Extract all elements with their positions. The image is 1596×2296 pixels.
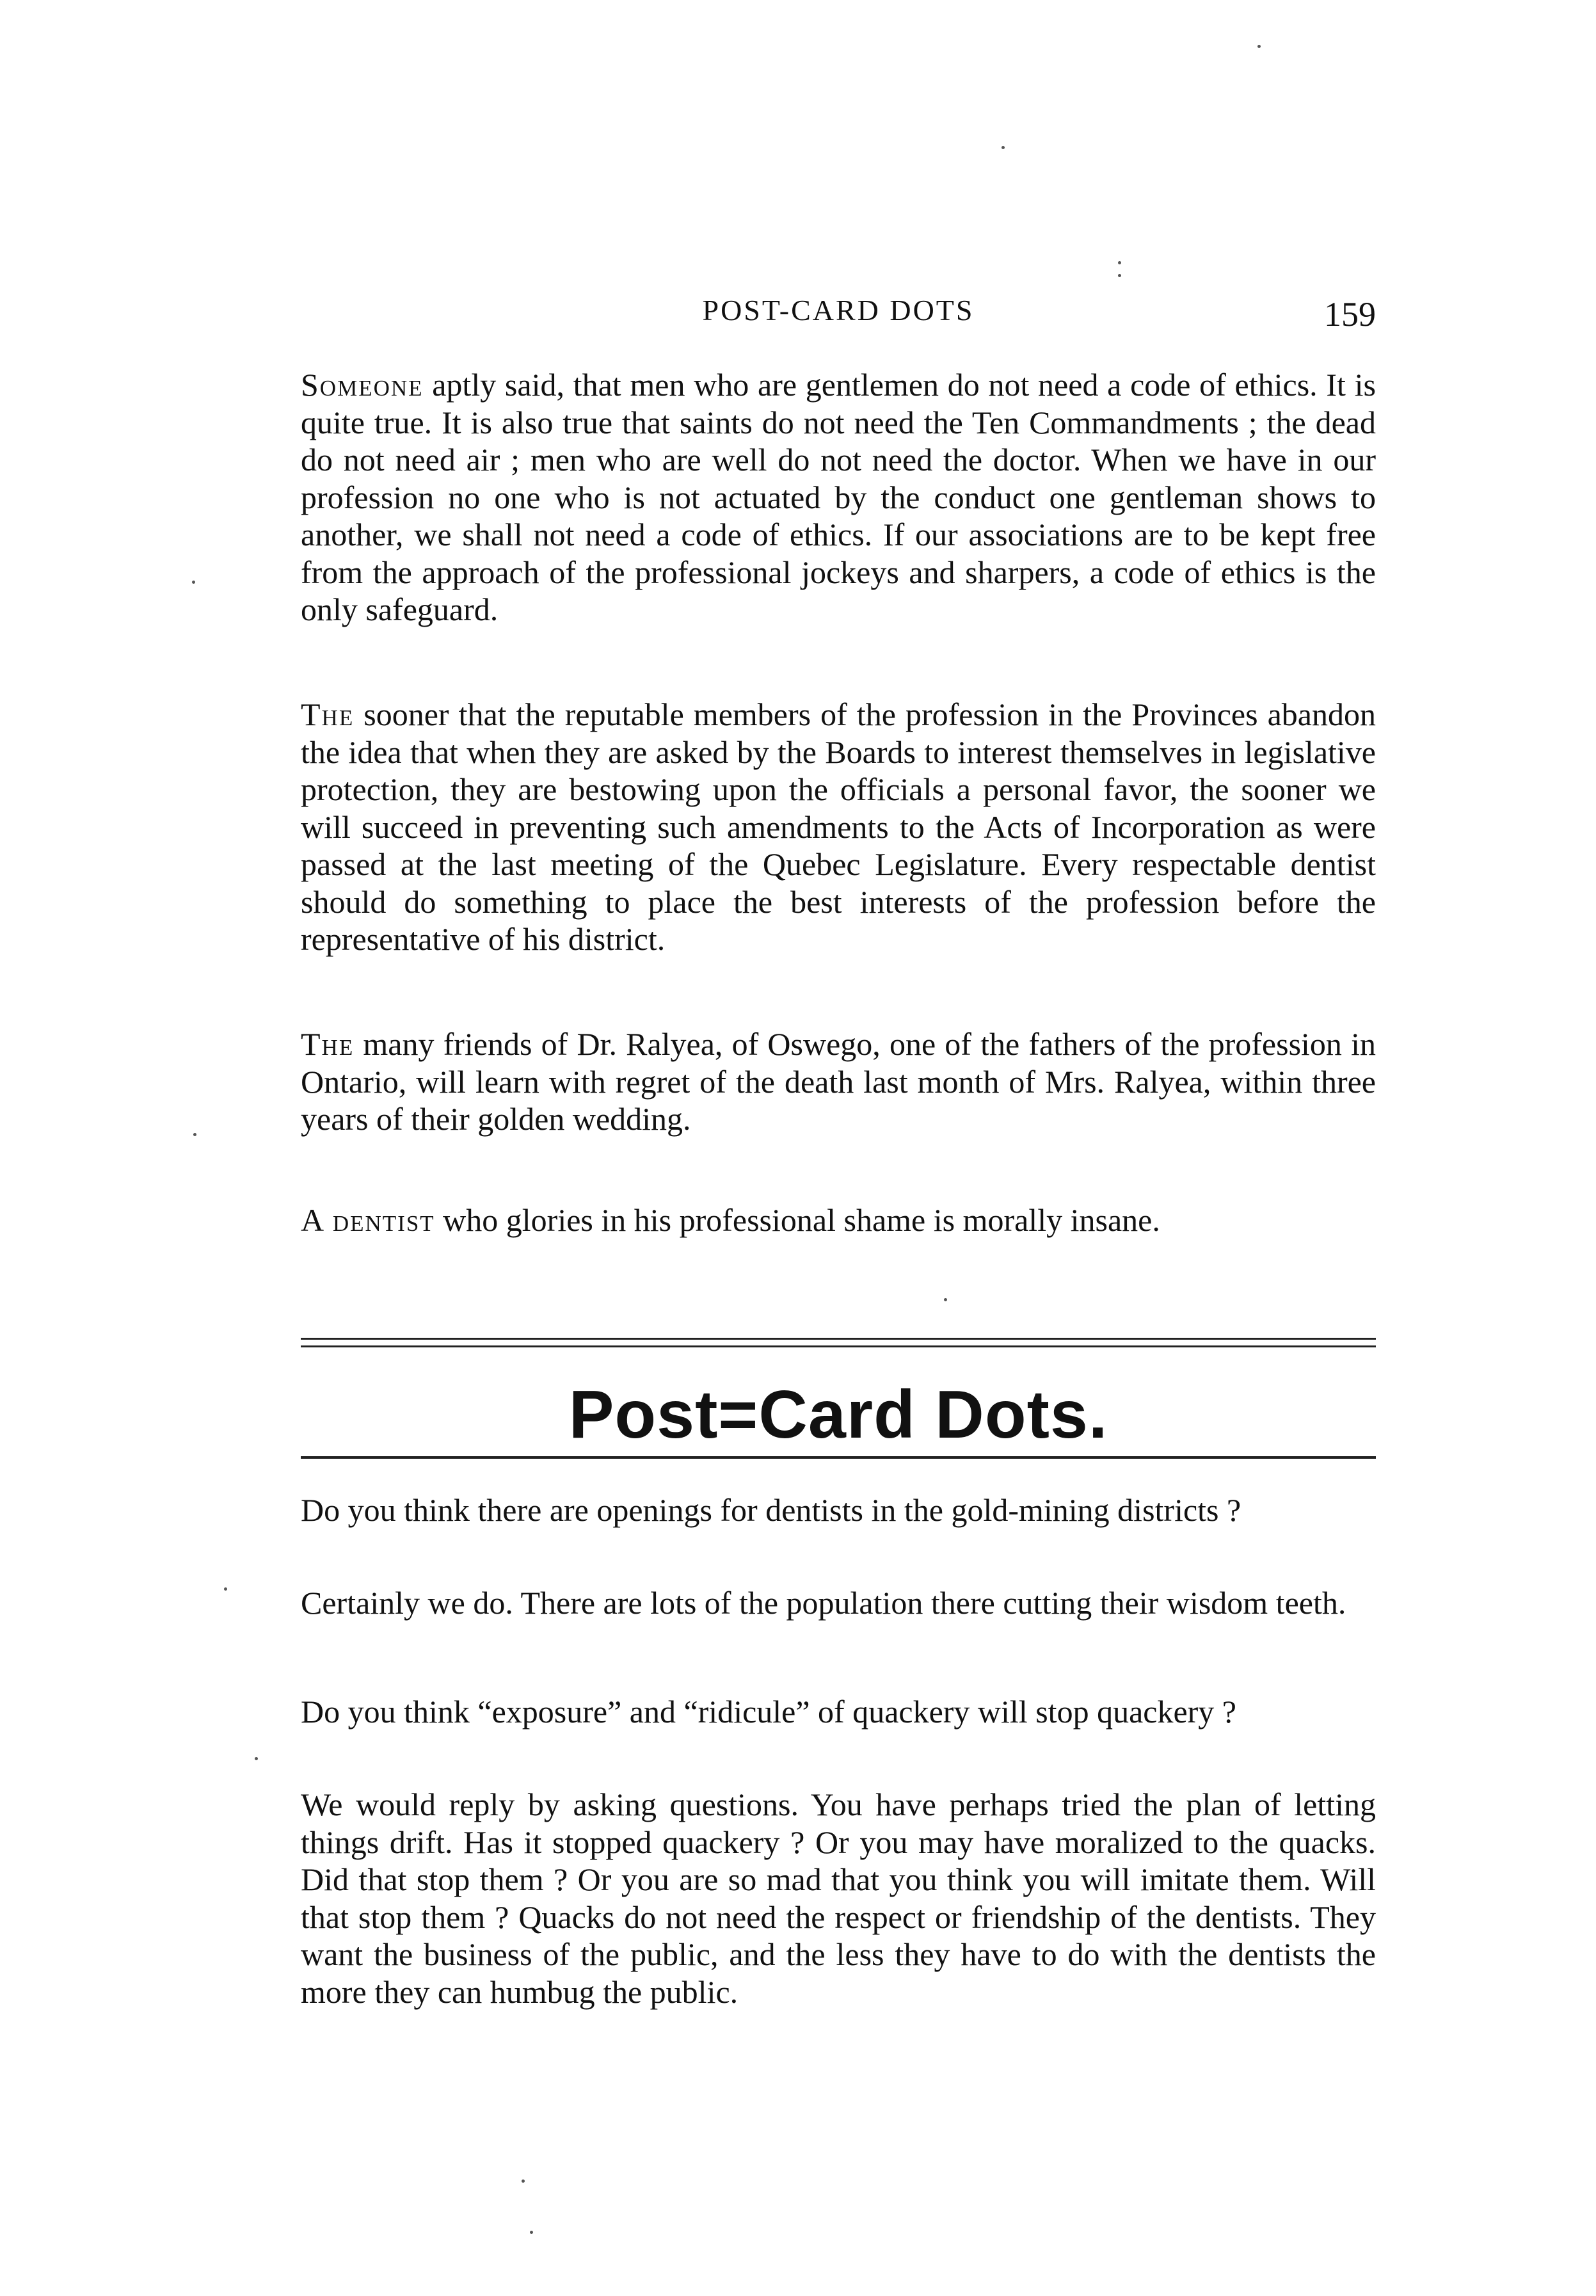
editorial-paragraph-legislation <box>301 696 1376 958</box>
scan-speck <box>530 2231 533 2234</box>
paragraph-body: aptly said, that men who are gentlemen do not need a code of ethics. It is quite true. It is also true that saints do not need the Ten Commandments ; the dead do not need air ; men who are well do not need the doctor. When we have in our profession no one who is not actuated by the conduct one gentleman shows to another, we shall not need a code of ethics. If our associations are to be kept free from the approach of the professional jockeys and sharpers, a code of ethics is the only safeguard. <box>301 367 1376 627</box>
paragraph-lead: The <box>301 696 355 732</box>
double-rule-bottom <box>301 1345 1376 1347</box>
scan-speck <box>193 1133 196 1136</box>
running-title: POST-CARD DOTS <box>702 294 975 326</box>
double-rule-top <box>301 1338 1376 1340</box>
scan-speck <box>224 1587 227 1591</box>
editorial-paragraph-ralyea <box>301 1025 1376 1138</box>
page-number: 159 <box>1324 295 1376 333</box>
scan-speck <box>1118 261 1121 264</box>
scan-speck <box>1001 146 1005 149</box>
qa-question-quackery: Do you think “exposure” and “ridicule” of quackery will stop quackery ? <box>301 1694 1236 1730</box>
running-header <box>301 293 1376 338</box>
scan-speck <box>1257 45 1261 48</box>
editorial-paragraph-dentist <box>301 1201 1376 1239</box>
qa-answer-gold-mining: Certainly we do. There are lots of the population there cutting their wisdom teeth. <box>301 1585 1346 1621</box>
paragraph-lead: Someone <box>301 367 424 403</box>
paragraph-lead: A dentist <box>301 1202 435 1238</box>
qa-question-gold-mining: Do you think there are openings for dentists in the gold-mining districts ? <box>301 1492 1241 1528</box>
editorial-paragraph-ethics <box>301 366 1376 629</box>
scan-speck <box>944 1298 947 1301</box>
scan-speck <box>1118 274 1121 277</box>
section-title: Post=Card Dots. <box>568 1377 1108 1452</box>
paragraph-body: who glories in his professional shame is morally insane. <box>435 1202 1160 1238</box>
section-rule <box>301 1456 1376 1459</box>
paragraph-body: sooner that the reputable members of the profession in the Provinces abandon the idea that when they are asked by the Boards to interest themselves in legislative protection, they are bestowing upon the officials a personal favor, the sooner we will succeed in preventing such amendments to the Acts of Incorporation as were passed at the last meeting of the Quebec Legislature. Every respectable dentist should do something to place the best interests of the profession before the representative of his district. <box>301 696 1376 957</box>
paragraph-lead: The <box>301 1026 355 1062</box>
scan-speck <box>192 581 195 584</box>
paragraph-body: many friends of Dr. Ralyea, of Oswego, one of the fathers of the profession in Ontario, will learn with regret of the death last month of Mrs. Ralyea, within three years of their golden wedding. <box>301 1026 1376 1137</box>
scan-speck <box>522 2180 525 2183</box>
qa-answer-quackery: We would reply by asking questions. You have perhaps tried the plan of letting things drift. Has it stopped quackery ? Or you may have moralized to the quacks. Did that stop them ? Or you are so mad that you think you will imitate them. Will that stop them ? Quacks do not need the respect or friendship of the dentists. They want the business of the public, and the less they have to do with the dentists the more they can humbug the public. <box>301 1786 1376 2010</box>
scan-speck <box>255 1757 258 1760</box>
